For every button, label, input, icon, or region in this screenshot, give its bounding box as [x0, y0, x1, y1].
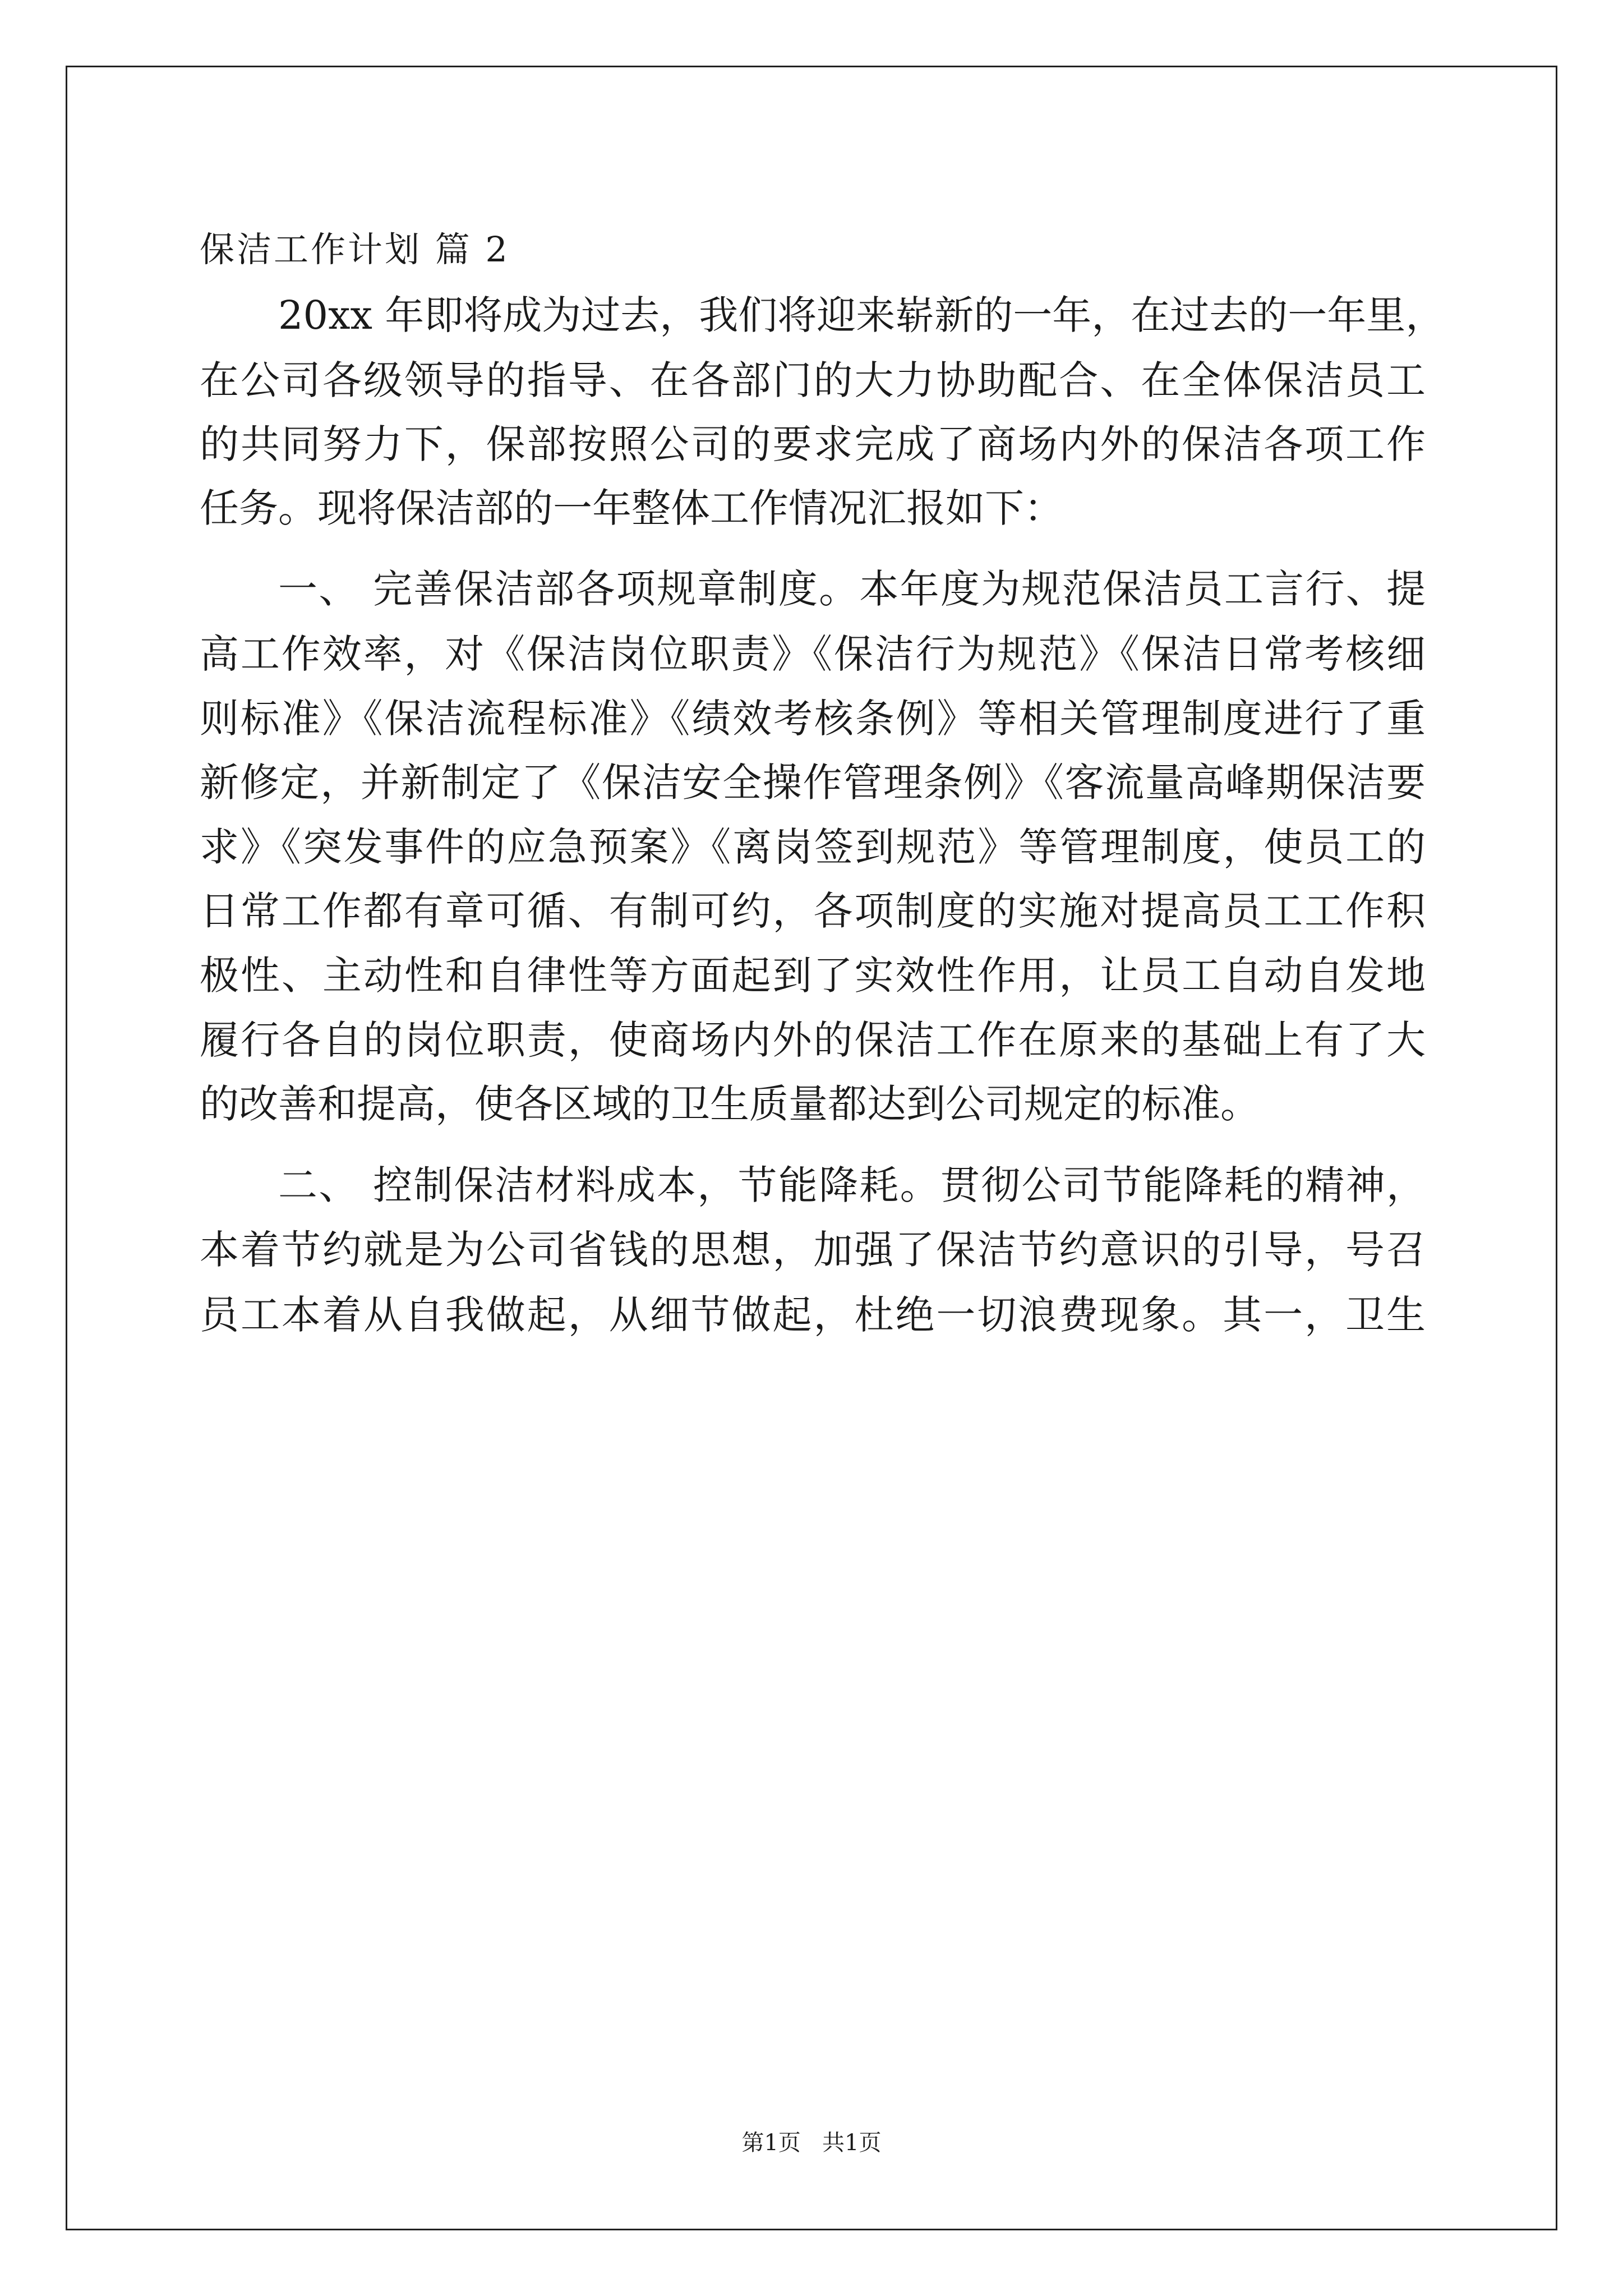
paragraph-1-line-3: 的共同努力下，保部按照公司的要求完成了商场内外的保洁各项工作 [200, 421, 1426, 467]
document-title: 保洁工作计划 篇 2 [200, 229, 510, 270]
paragraph-3-line-2: 本着节约就是为公司省钱的思想，加强了保洁节约意识的引导，号召 [200, 1227, 1426, 1273]
paragraph-3-line-1: 二、 控制保洁材料成本，节能降耗。贯彻公司节能降耗的精神， [278, 1162, 1426, 1208]
paragraph-1-line-1: 20xx 年即将成为过去，我们将迎来崭新的一年，在过去的一年里， [278, 292, 1445, 338]
paragraph-2-line-6: 日常工作都有章可循、有制可约，各项制度的实施对提高员工工作积 [200, 888, 1426, 934]
paragraph-2-line-1: 一、 完善保洁部各项规章制度。本年度为规范保洁员工言行、提 [278, 566, 1426, 612]
paragraph-1-line-2: 在公司各级领导的指导、在各部门的大力协助配合、在全体保洁员工 [200, 357, 1426, 403]
page-footer: 第1页 共1页 [741, 2130, 882, 2156]
paragraph-2-line-3: 则标准》《保洁流程标准》《绩效考核条例》等相关管理制度进行了重 [200, 696, 1426, 742]
paragraph-2-line-9: 的改善和提高，使各区域的卫生质量都达到公司规定的标准。 [200, 1081, 1260, 1127]
paragraph-2-line-5: 求》《突发事件的应急预案》《离岗签到规范》等管理制度，使员工的 [200, 824, 1426, 870]
paragraph-2-line-2: 高工作效率，对《保洁岗位职责》《保洁行为规范》《保洁日常考核细 [200, 631, 1426, 677]
paragraph-3-line-3: 员工本着从自我做起，从细节做起，杜绝一切浪费现象。其一，卫生 [200, 1292, 1426, 1338]
paragraph-2-line-8: 履行各自的岗位职责，使商场内外的保洁工作在原来的基础上有了大 [200, 1017, 1426, 1063]
paragraph-2-line-4: 新修定，并新制定了《保洁安全操作管理条例》《客流量高峰期保洁要 [200, 760, 1426, 806]
paragraph-2-line-7: 极性、主动性和自律性等方面起到了实效性作用，让员工自动自发地 [200, 953, 1426, 999]
paragraph-1-line-4: 任务。现将保洁部的一年整体工作情况汇报如下： [200, 485, 1063, 531]
